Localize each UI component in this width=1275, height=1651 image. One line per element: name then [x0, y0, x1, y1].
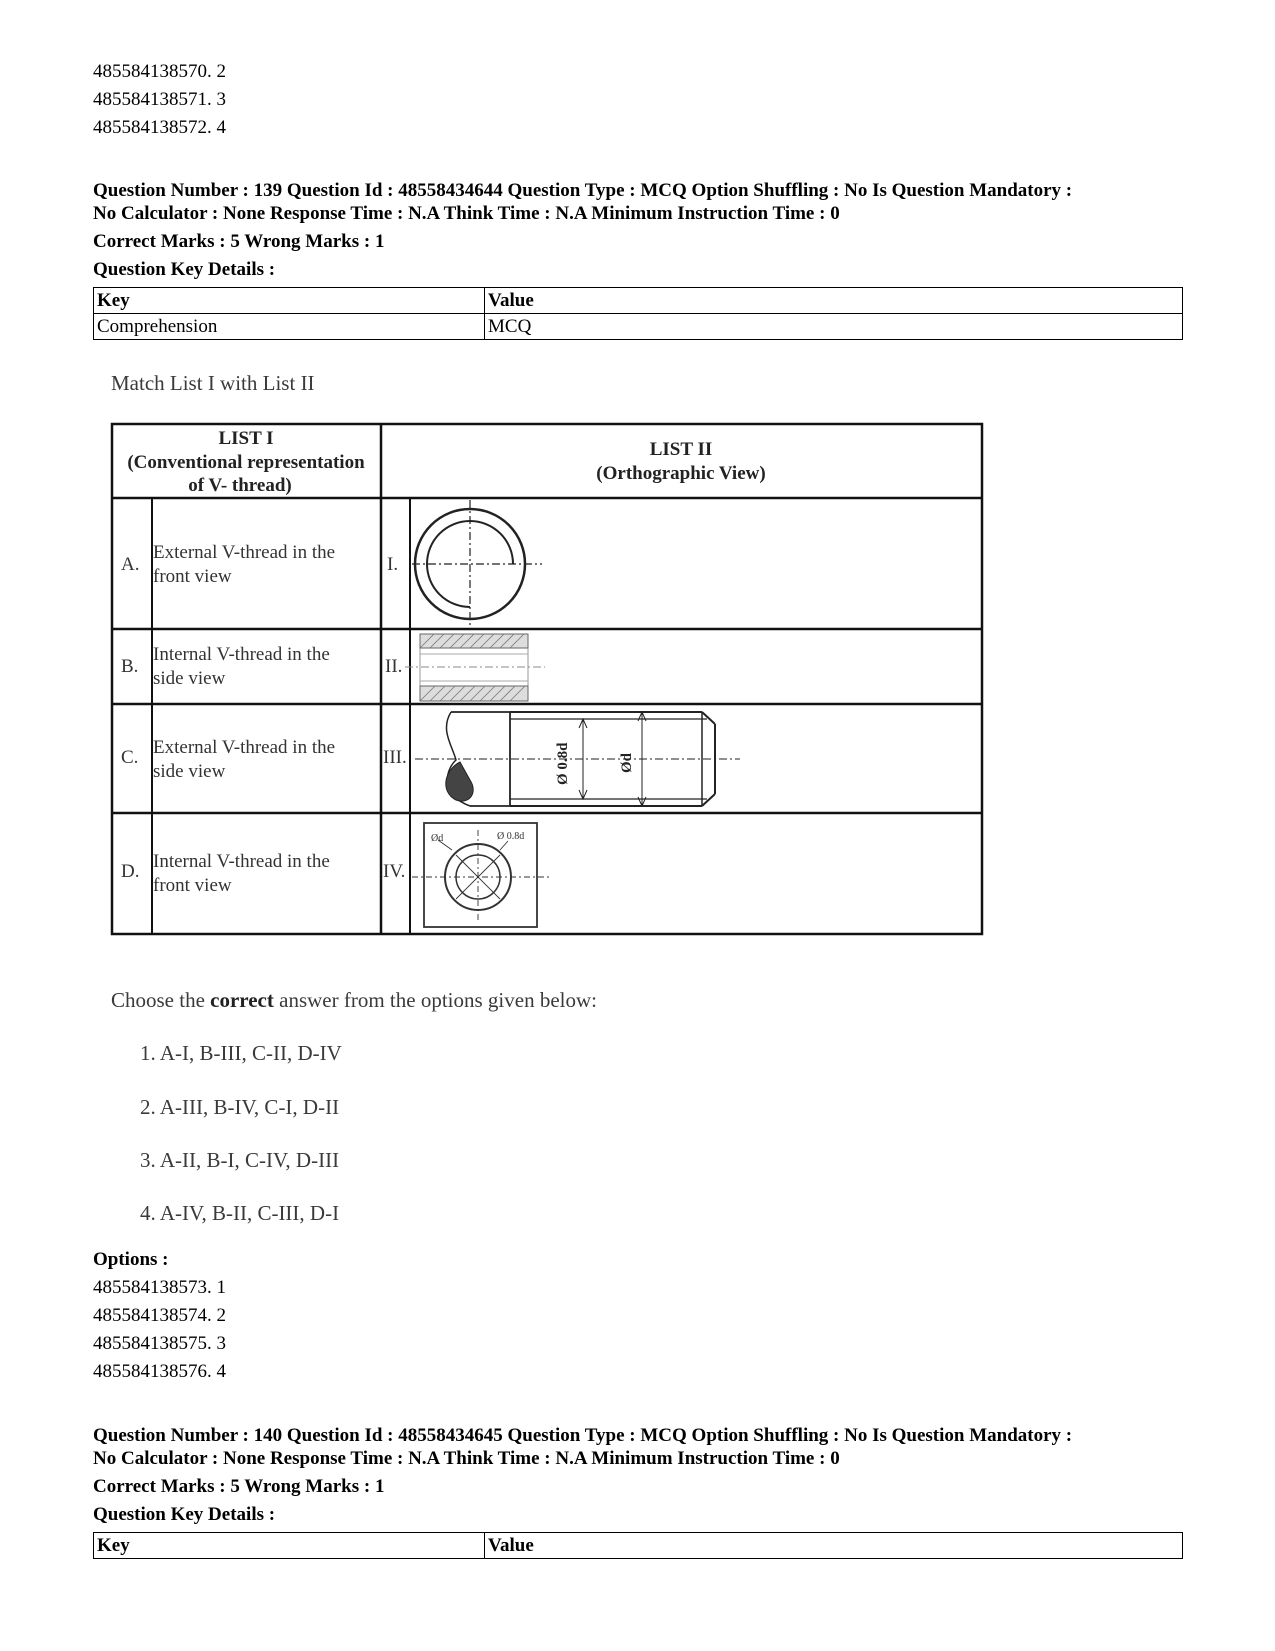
value-cell: MCQ [485, 314, 1183, 340]
prev-option-3: 485584138571. 3 [93, 89, 226, 110]
row-c-text1: External V-thread in the [153, 737, 336, 758]
options-label: Options : [93, 1249, 169, 1270]
q139-header-line2: No Calculator : None Response Time : N.A Think Time : N.A Minimum Instruction Time : 0 [93, 203, 840, 224]
option-2: 485584138574. 2 [93, 1305, 226, 1326]
row-iii-roman: III. [383, 747, 407, 768]
row-iv-roman: IV. [383, 861, 406, 882]
option-3: 485584138575. 3 [93, 1333, 226, 1354]
q140-marks: Correct Marks : 5 Wrong Marks : 1 [93, 1476, 385, 1497]
q139-key-details-label: Question Key Details : [93, 259, 276, 280]
option-1: 485584138573. 1 [93, 1277, 226, 1298]
row-a-text1: External V-thread in the [153, 542, 336, 563]
dim-small-08d-label: Ø 0.8d [497, 831, 525, 842]
q140-header-line1: Question Number : 140 Question Id : 48558434645 Question Type : MCQ Option Shuffling : No Is Question Mandatory : [93, 1425, 1073, 1446]
choose-instruction [111, 988, 597, 1013]
figure-iii-external-thread-side [415, 712, 740, 806]
figure-i-external-thread-front [412, 500, 542, 625]
option-4: 485584138576. 4 [93, 1361, 226, 1382]
answer-choice-1: 1. A-I, B-III, C-II, D-IV [140, 1041, 342, 1065]
choose-prefix: Choose the [111, 988, 211, 1012]
row-d-text1: Internal V-thread in the [153, 851, 330, 872]
row-b-text2: side view [153, 668, 226, 689]
list1-title: LIST I [218, 428, 274, 449]
figure-ii-internal-thread-side [405, 634, 545, 701]
row-b-letter: B. [121, 656, 139, 677]
choose-suffix: answer from the options given below: [273, 988, 597, 1012]
q139-marks: Correct Marks : 5 Wrong Marks : 1 [93, 231, 385, 252]
dim-08d-label: Ø 0.8d [555, 742, 571, 785]
row-c-text2: side view [153, 761, 226, 782]
q140-key-details-label: Question Key Details : [93, 1504, 276, 1525]
q140-value-header: Value [485, 1533, 1183, 1559]
q140-key-table [93, 1532, 1183, 1559]
list2-title: LIST II [649, 439, 713, 460]
q140-key-header: Key [94, 1533, 485, 1559]
q139-header-line1: Question Number : 139 Question Id : 48558434644 Question Type : MCQ Option Shuffling : No Is Question Mandatory : [93, 180, 1073, 201]
list2-sub: (Orthographic View) [596, 463, 766, 484]
list1-sub2: of V- thread) [188, 475, 292, 496]
row-b-text1: Internal V-thread in the [153, 644, 330, 665]
answer-choice-3: 3. A-II, B-I, C-IV, D-III [140, 1148, 340, 1172]
prev-option-2: 485584138570. 2 [93, 61, 226, 82]
row-a-text2: front view [153, 566, 232, 587]
row-d-text2: front view [153, 875, 232, 896]
key-header: Key [94, 288, 485, 314]
q140-header-line2: No Calculator : None Response Time : N.A Think Time : N.A Minimum Instruction Time : 0 [93, 1448, 840, 1469]
row-d-letter: D. [121, 861, 140, 882]
answer-choice-4: 4. A-IV, B-II, C-III, D-I [140, 1201, 340, 1225]
row-ii-roman: II. [385, 656, 403, 677]
row-a-letter: A. [121, 554, 140, 575]
list1-sub1: (Conventional representation [127, 452, 365, 473]
choose-bold: correct [210, 988, 274, 1012]
key-cell: Comprehension [94, 314, 485, 340]
dim-small-d-label: Ød [431, 833, 444, 844]
row-c-letter: C. [121, 747, 139, 768]
prev-option-4: 485584138572. 4 [93, 117, 226, 138]
row-i-roman: I. [387, 554, 399, 575]
answer-choice-2: 2. A-III, B-IV, C-I, D-II [140, 1095, 340, 1119]
question-intro: Match List I with List II [111, 371, 315, 395]
value-header: Value [485, 288, 1183, 314]
dim-d-label: Ød [619, 752, 635, 773]
